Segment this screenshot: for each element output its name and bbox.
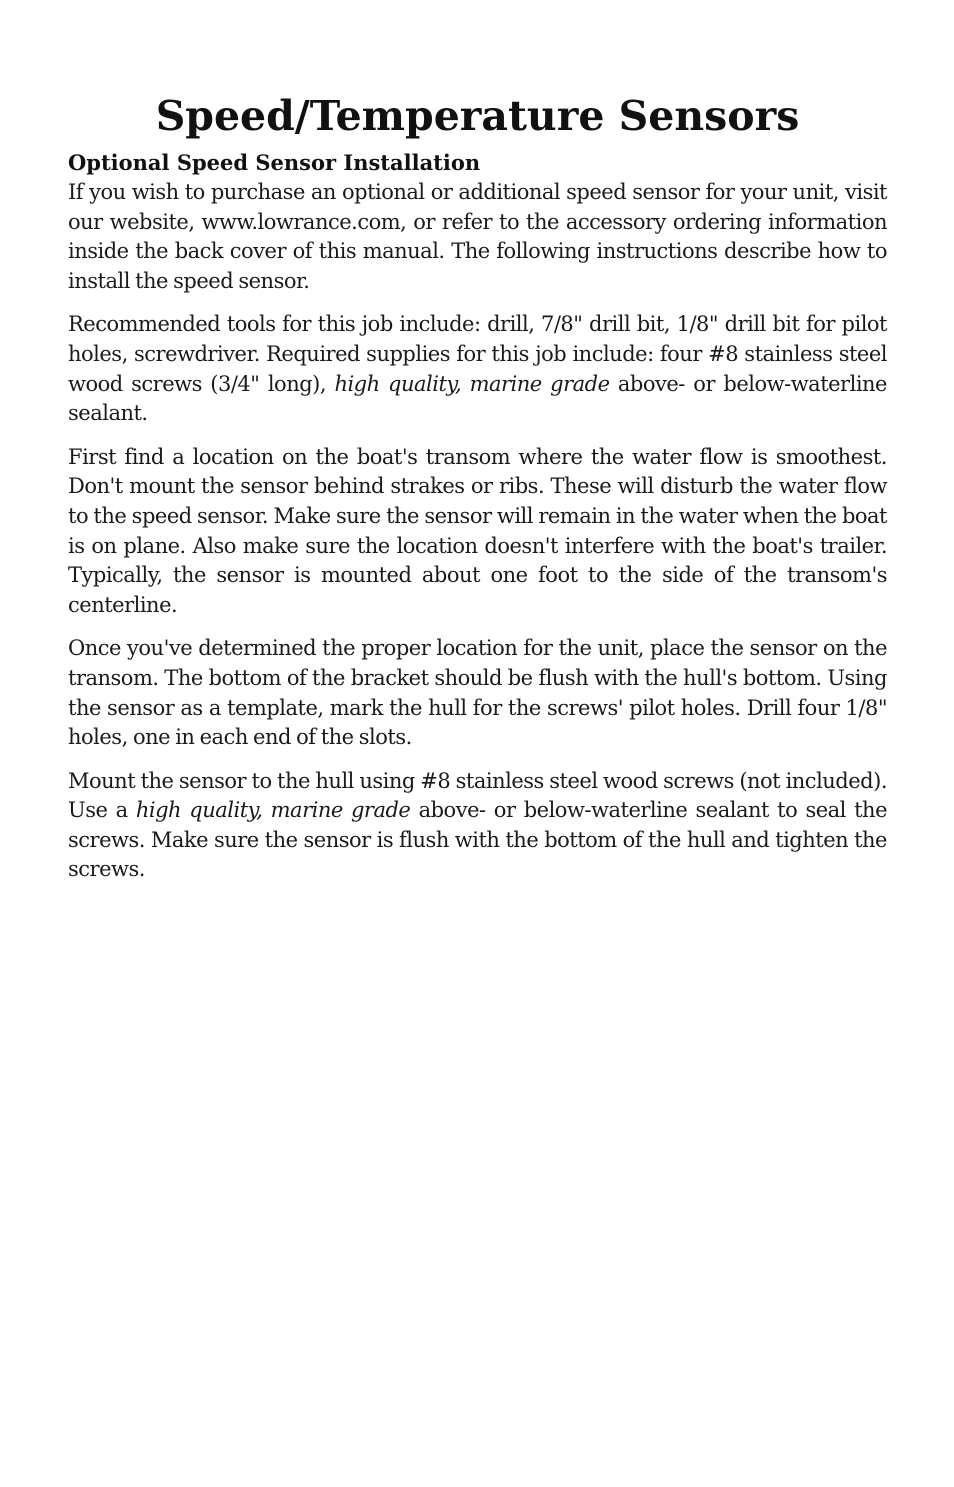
paragraph-intro: If you wish to purchase an optional or additional speed sensor for your unit, visit our website, www.lowrance.com, or refer to the accessory ordering information inside the back cover of this manual. The following instructions describe how to install the speed sensor. [68, 180, 887, 293]
paragraph-tools-text-b: above- or below-waterline sealant. [68, 371, 887, 426]
paragraph-location: First find a location on the boat's transom where the water flow is smoothest. Don't mount the sensor behind strakes or ribs. These will disturb the water flow to the speed sensor. Make sure the sensor will remain in the water when the boat is on plane. Also make sure the location doesn't interfere with the boat's trailer. Typically, the sensor is mounted about one foot to the side of the transom's centerline. [68, 444, 887, 617]
paragraph-placement: Once you've determined the proper location for the unit, place the sensor on the transom. The bottom of the bracket should be flush with the hull's bottom. Using the sensor as a template, mark the hull for the screws' pilot holes. Drill four 1/8" holes, one in each end of the slots. [68, 636, 887, 750]
paragraph-mounting [68, 767, 887, 885]
paragraph-tools-emphasis: high quality, marine grade [334, 371, 610, 396]
manual-page [68, 88, 887, 899]
paragraph-tools-text-a: Recommended tools for this job include: drill, 7/8" drill bit, 1/8" drill bit for pilot holes, screwdriver. Required supplies for this job include: four #8 stainless steel wood screws (3/4" long), [68, 312, 887, 396]
paragraph-mounting-text-b: above- or below-waterline sealant to seal the screws. Make sure the sensor is flush with the bottom of the hull and tighten the screws. [68, 798, 888, 882]
paragraph-mounting-text-a: Mount the sensor to the hull using #8 stainless steel wood screws (not included). Use a [68, 768, 887, 823]
page-title: Speed/Temperature Sensors [155, 92, 800, 140]
paragraph-tools [68, 310, 887, 428]
paragraph-mounting-emphasis: high quality, marine grade [135, 798, 411, 823]
section-heading: Optional Speed Sensor Installation [68, 150, 481, 175]
